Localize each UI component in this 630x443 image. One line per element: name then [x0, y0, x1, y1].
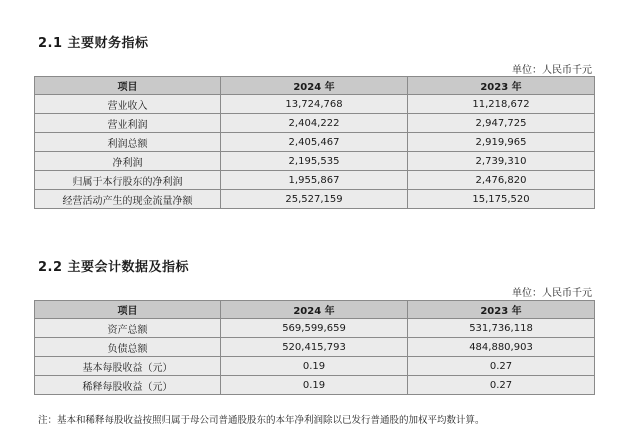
row-item: 经营活动产生的现金流量净额 [35, 190, 221, 209]
section-title-financial-indicators: 2.1 主要财务指标 [38, 36, 149, 51]
row-item: 营业利润 [35, 114, 221, 133]
row-value-2023: 11,218,672 [408, 95, 595, 114]
row-value-2023: 2,739,310 [408, 152, 595, 171]
row-value-2023: 2,919,965 [408, 133, 595, 152]
row-value-2023: 0.27 [408, 376, 595, 395]
header-item: 项目 [35, 77, 221, 95]
footnote: 注：基本和稀释每股收益按照归属于母公司普通股股东的本年净利润除以已发行普通股的加权平均数计算。 [38, 415, 485, 426]
table-row [35, 133, 595, 152]
table-row [35, 357, 595, 376]
row-value-2024: 0.19 [221, 357, 408, 376]
header-2023: 2023 年 [408, 77, 595, 95]
row-value-2024: 569,599,659 [221, 319, 408, 338]
table-row [35, 338, 595, 357]
financial-indicators-table [34, 76, 595, 209]
row-value-2023: 484,880,903 [408, 338, 595, 357]
row-item: 净利润 [35, 152, 221, 171]
table-row [35, 95, 595, 114]
row-item: 归属于本行股东的净利润 [35, 171, 221, 190]
table-header-row [35, 77, 595, 95]
row-value-2023: 15,175,520 [408, 190, 595, 209]
header-item: 项目 [35, 301, 221, 319]
header-2023: 2023 年 [408, 301, 595, 319]
row-item: 基本每股收益（元） [35, 357, 221, 376]
row-item: 利润总额 [35, 133, 221, 152]
table-row [35, 190, 595, 209]
table-row [35, 376, 595, 395]
unit-label: 单位：人民币千元 [512, 65, 592, 76]
unit-label: 单位：人民币千元 [512, 288, 592, 299]
table-row [35, 152, 595, 171]
row-value-2023: 0.27 [408, 357, 595, 376]
row-value-2024: 13,724,768 [221, 95, 408, 114]
row-value-2024: 1,955,867 [221, 171, 408, 190]
row-value-2023: 2,476,820 [408, 171, 595, 190]
table-row [35, 171, 595, 190]
row-value-2024: 520,415,793 [221, 338, 408, 357]
row-value-2024: 25,527,159 [221, 190, 408, 209]
row-value-2024: 0.19 [221, 376, 408, 395]
section-title-accounting-data: 2.2 主要会计数据及指标 [38, 260, 190, 275]
header-2024: 2024 年 [221, 77, 408, 95]
row-item: 稀释每股收益（元） [35, 376, 221, 395]
row-value-2023: 2,947,725 [408, 114, 595, 133]
table-row [35, 114, 595, 133]
row-item: 资产总额 [35, 319, 221, 338]
table-row [35, 319, 595, 338]
row-value-2024: 2,195,535 [221, 152, 408, 171]
row-value-2023: 531,736,118 [408, 319, 595, 338]
row-value-2024: 2,405,467 [221, 133, 408, 152]
header-2024: 2024 年 [221, 301, 408, 319]
accounting-data-table [34, 300, 595, 395]
table-header-row [35, 301, 595, 319]
row-value-2024: 2,404,222 [221, 114, 408, 133]
row-item: 负债总额 [35, 338, 221, 357]
row-item: 营业收入 [35, 95, 221, 114]
